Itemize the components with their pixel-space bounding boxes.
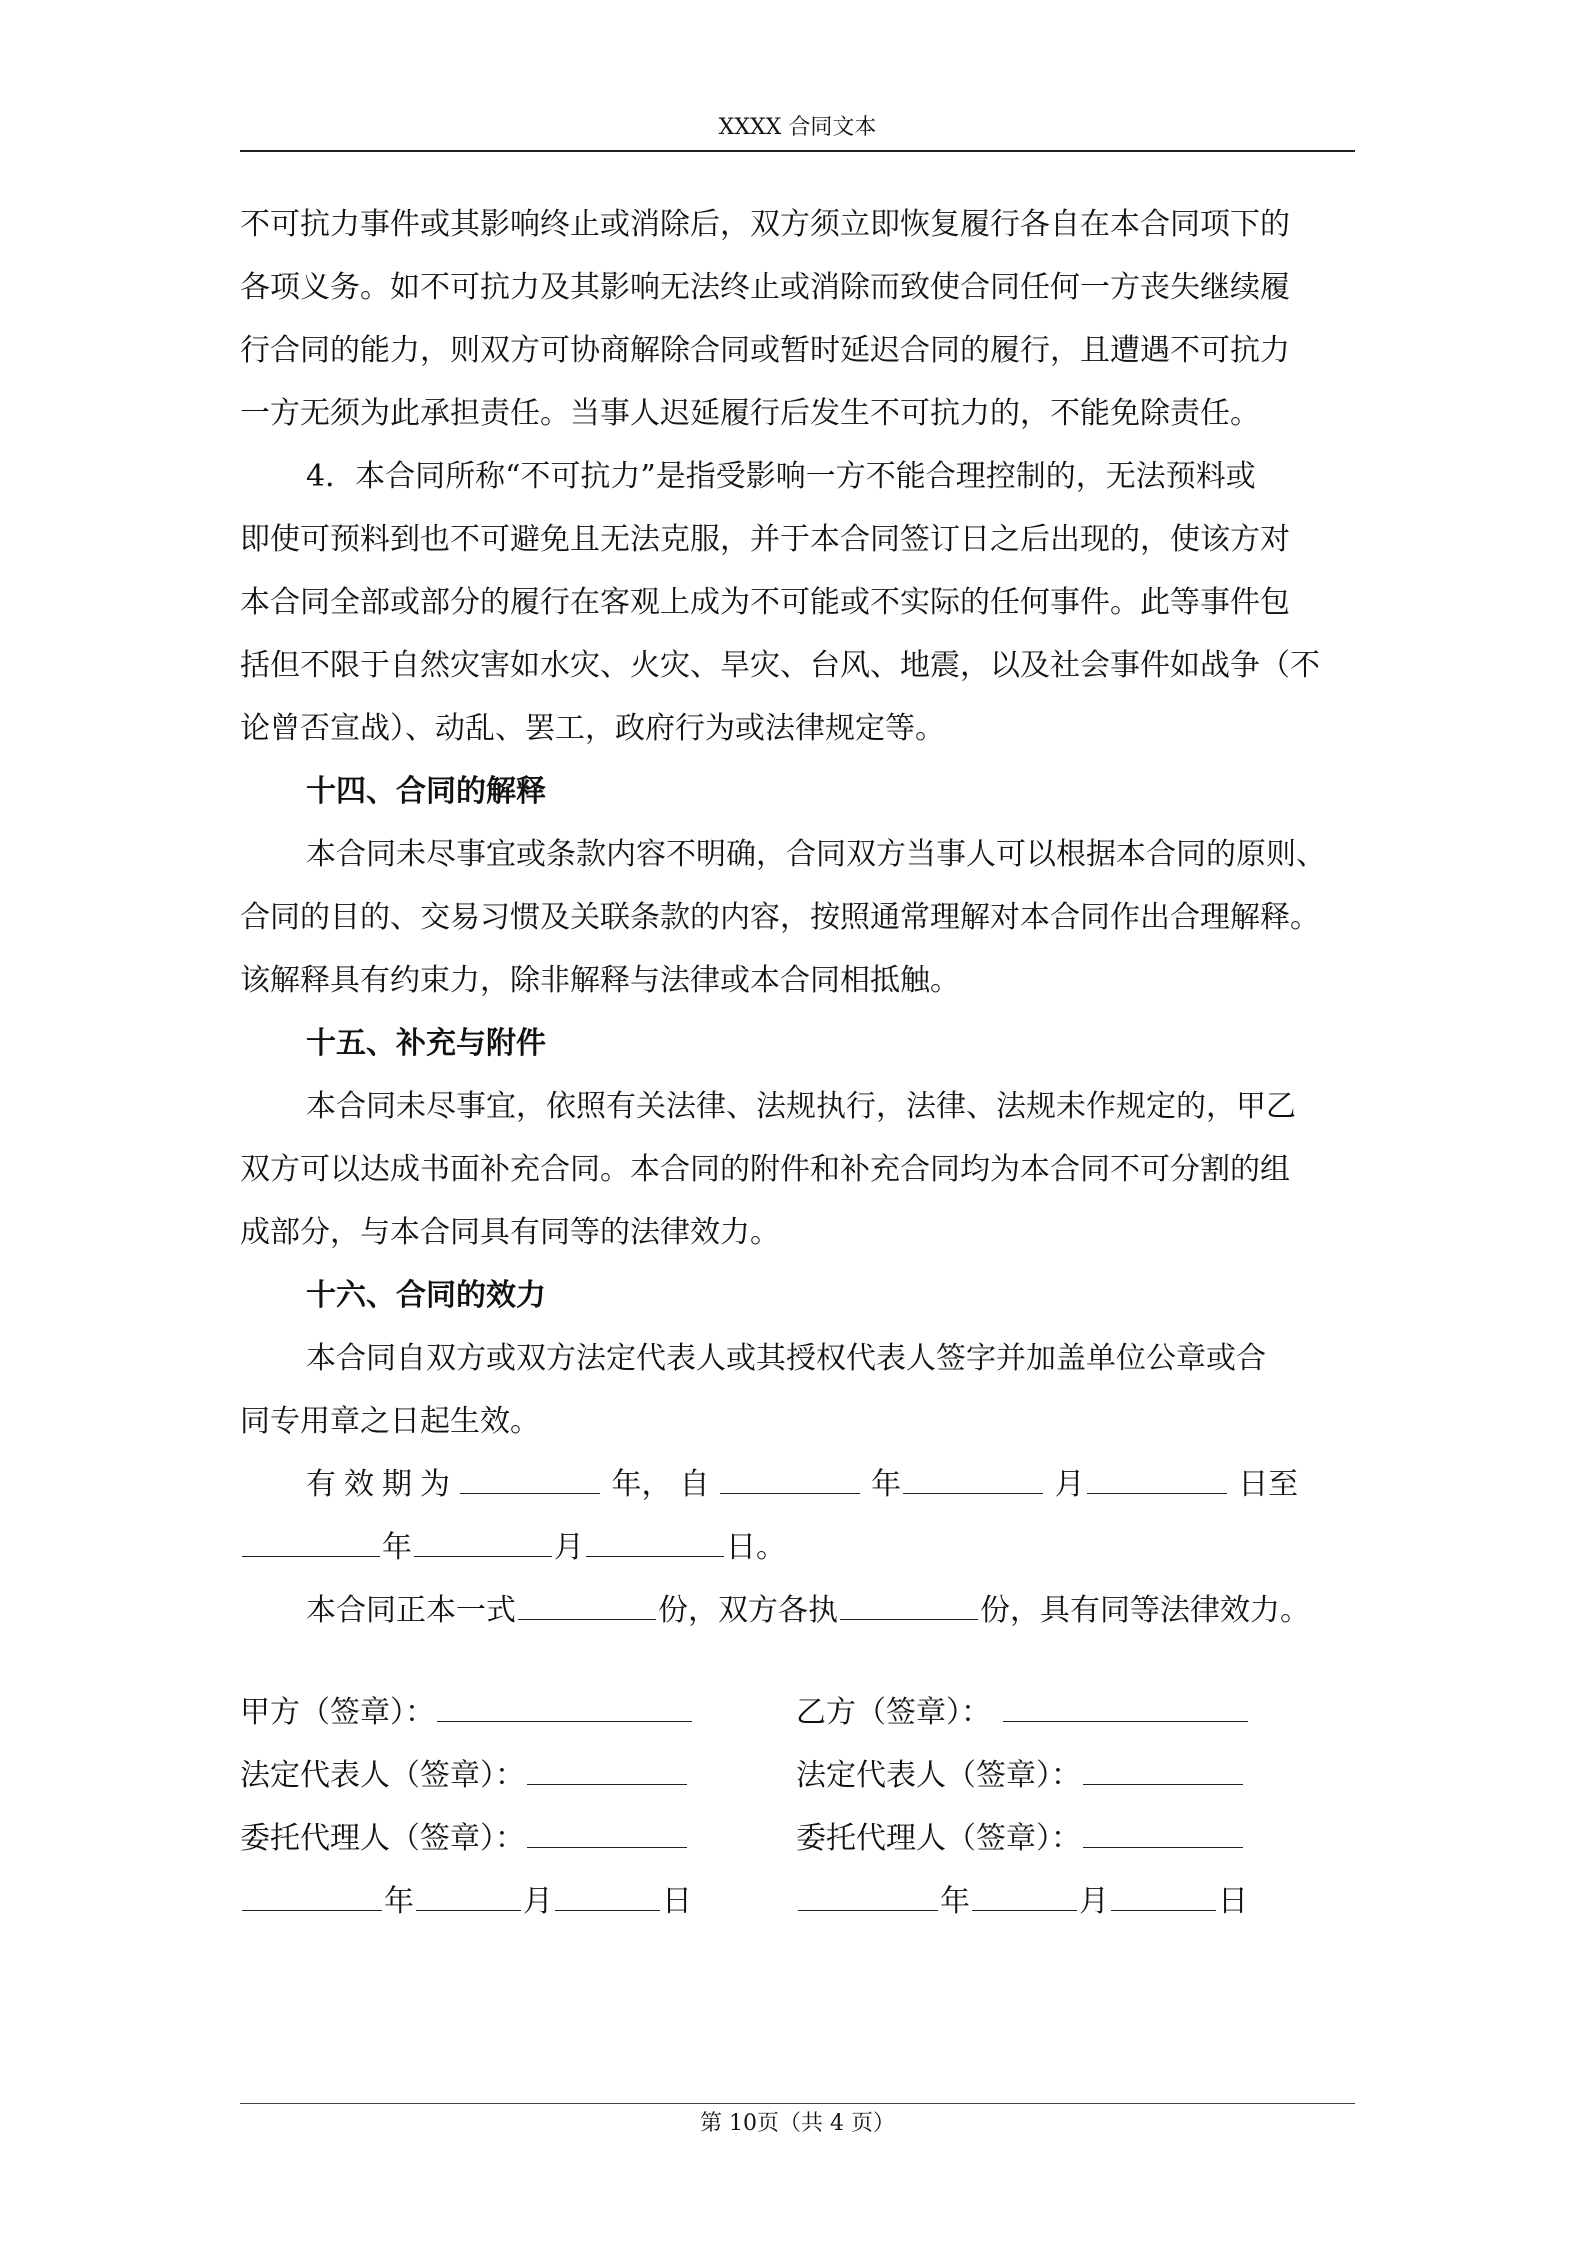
copies-prefix: 本合同正本一式 — [306, 1593, 516, 1628]
text-line: 成部分，与本合同具有同等的法律效力。 — [240, 1215, 780, 1250]
party-a-agent-label: 委托代理人（签章）： — [240, 1821, 525, 1856]
text-line: 本合同自双方或双方法定代表人或其授权代表人签字并加盖单位公章或合 — [306, 1341, 1266, 1376]
section-heading-14: 十四、合同的解释 — [306, 774, 546, 809]
signature-row-date — [240, 1870, 1358, 1933]
end-day-blank[interactable] — [586, 1520, 724, 1557]
party-b-legal-rep-blank[interactable] — [1083, 1748, 1243, 1785]
copies-mid: 份，双方各执 — [658, 1593, 838, 1628]
year-label: 年 — [382, 1530, 412, 1565]
year-label: 年 — [871, 1467, 902, 1502]
party-a-agent-blank[interactable] — [527, 1811, 687, 1848]
contract-body — [240, 193, 1358, 1642]
end-year-blank[interactable] — [242, 1520, 380, 1557]
party-b-date-day-blank[interactable] — [1111, 1874, 1216, 1911]
text-line: 论曾否宣战）、动乱、罢工，政府行为或法律规定等。 — [240, 711, 945, 746]
header-title: XXXX 合同文本 — [718, 115, 877, 140]
section-heading-15: 十五、补充与附件 — [306, 1026, 546, 1061]
text-line: 本合同未尽事宜，依照有关法律、法规执行，法律、法规未作规定的，甲乙 — [306, 1089, 1296, 1124]
text-line: 双方可以达成书面补充合同。本合同的附件和补充合同均为本合同不可分割的组 — [240, 1152, 1290, 1187]
validity-end-line — [240, 1516, 1358, 1579]
copies-suffix: 份，具有同等法律效力。 — [980, 1593, 1310, 1628]
section-heading-16: 十六、合同的效力 — [306, 1278, 546, 1313]
text-line: 行合同的能力，则双方可协商解除合同或暂时延迟合同的履行，且遭遇不可抗力 — [240, 333, 1290, 368]
month-label: 月 — [1079, 1884, 1109, 1919]
start-month-blank[interactable] — [903, 1457, 1043, 1494]
year-label: 年 — [940, 1884, 970, 1919]
party-b-legal-rep-label: 法定代表人（签章）： — [796, 1758, 1081, 1793]
page-footer — [240, 2108, 1355, 2140]
party-b-date-month-blank[interactable] — [972, 1874, 1077, 1911]
year-label: 年 — [384, 1884, 414, 1919]
start-day-blank[interactable] — [1087, 1457, 1227, 1494]
start-year-blank[interactable] — [720, 1457, 860, 1494]
text-line: 4．本合同所称“不可抗力”是指受影响一方不能合理控制的，无法预料或 — [306, 459, 1256, 494]
day-label: 日 — [1218, 1884, 1248, 1919]
text-line: 本合同全部或部分的履行在客观上成为不可能或不实际的任何事件。此等事件包 — [240, 585, 1290, 620]
day-end-label: 日。 — [726, 1530, 786, 1565]
validity-line — [240, 1453, 1358, 1516]
text-line: 本合同未尽事宜或条款内容不明确，合同双方当事人可以根据本合同的原则、 — [306, 837, 1326, 872]
month-label: 月 — [523, 1884, 553, 1919]
footer-divider — [240, 2103, 1355, 2104]
party-a-legal-rep-label: 法定代表人（签章）： — [240, 1758, 525, 1793]
day-label: 日 — [662, 1884, 692, 1919]
copies-each-blank[interactable] — [840, 1583, 978, 1620]
party-b-signature-blank[interactable] — [1003, 1685, 1248, 1722]
page-number: 第 10页（共 4 页） — [700, 2111, 895, 2136]
party-b-label: 乙方（签章）： — [796, 1695, 991, 1730]
validity-prefix: 有效期为 — [306, 1467, 458, 1502]
text-line: 各项义务。如不可抗力及其影响无法终止或消除而致使合同任何一方丧失继续履 — [240, 270, 1290, 305]
party-a-label: 甲方（签章）： — [240, 1695, 435, 1730]
text-line: 该解释具有约束力，除非解释与法律或本合同相抵触。 — [240, 963, 960, 998]
signature-row-legal-rep — [240, 1744, 1358, 1807]
day-to-label: 日至 — [1238, 1467, 1299, 1502]
month-label: 月 — [554, 1530, 584, 1565]
party-a-signature-blank[interactable] — [437, 1685, 692, 1722]
text-line: 括但不限于自然灾害如水灾、火灾、旱灾、台风、地震，以及社会事件如战争（不 — [240, 648, 1320, 683]
year-label: 年 — [611, 1467, 642, 1502]
page-header — [240, 112, 1355, 152]
copies-line — [240, 1579, 1358, 1642]
text-line: 不可抗力事件或其影响终止或消除后，双方须立即恢复履行各自在本合同项下的 — [240, 207, 1290, 242]
signature-row-party — [240, 1681, 1358, 1744]
party-b-agent-blank[interactable] — [1083, 1811, 1243, 1848]
text-line: 一方无须为此承担责任。当事人迟延履行后发生不可抗力的，不能免除责任。 — [240, 396, 1260, 431]
validity-years-blank[interactable] — [460, 1457, 600, 1494]
text-line: 同专用章之日起生效。 — [240, 1404, 540, 1439]
end-month-blank[interactable] — [414, 1520, 552, 1557]
month-label: 月 — [1054, 1467, 1085, 1502]
party-a-date-year-blank[interactable] — [242, 1874, 382, 1911]
party-a-legal-rep-blank[interactable] — [527, 1748, 687, 1785]
from-label: ，自 — [641, 1467, 718, 1502]
text-line: 即使可预料到也不可避免且无法克服，并于本合同签订日之后出现的，使该方对 — [240, 522, 1290, 557]
copies-total-blank[interactable] — [518, 1583, 656, 1620]
signature-row-agent — [240, 1807, 1358, 1870]
party-a-date-month-blank[interactable] — [416, 1874, 521, 1911]
party-a-date-day-blank[interactable] — [555, 1874, 660, 1911]
party-b-agent-label: 委托代理人（签章）： — [796, 1821, 1081, 1856]
text-line: 合同的目的、交易习惯及关联条款的内容，按照通常理解对本合同作出合理解释。 — [240, 900, 1320, 935]
signature-block — [240, 1681, 1358, 1933]
party-b-date-year-blank[interactable] — [798, 1874, 938, 1911]
